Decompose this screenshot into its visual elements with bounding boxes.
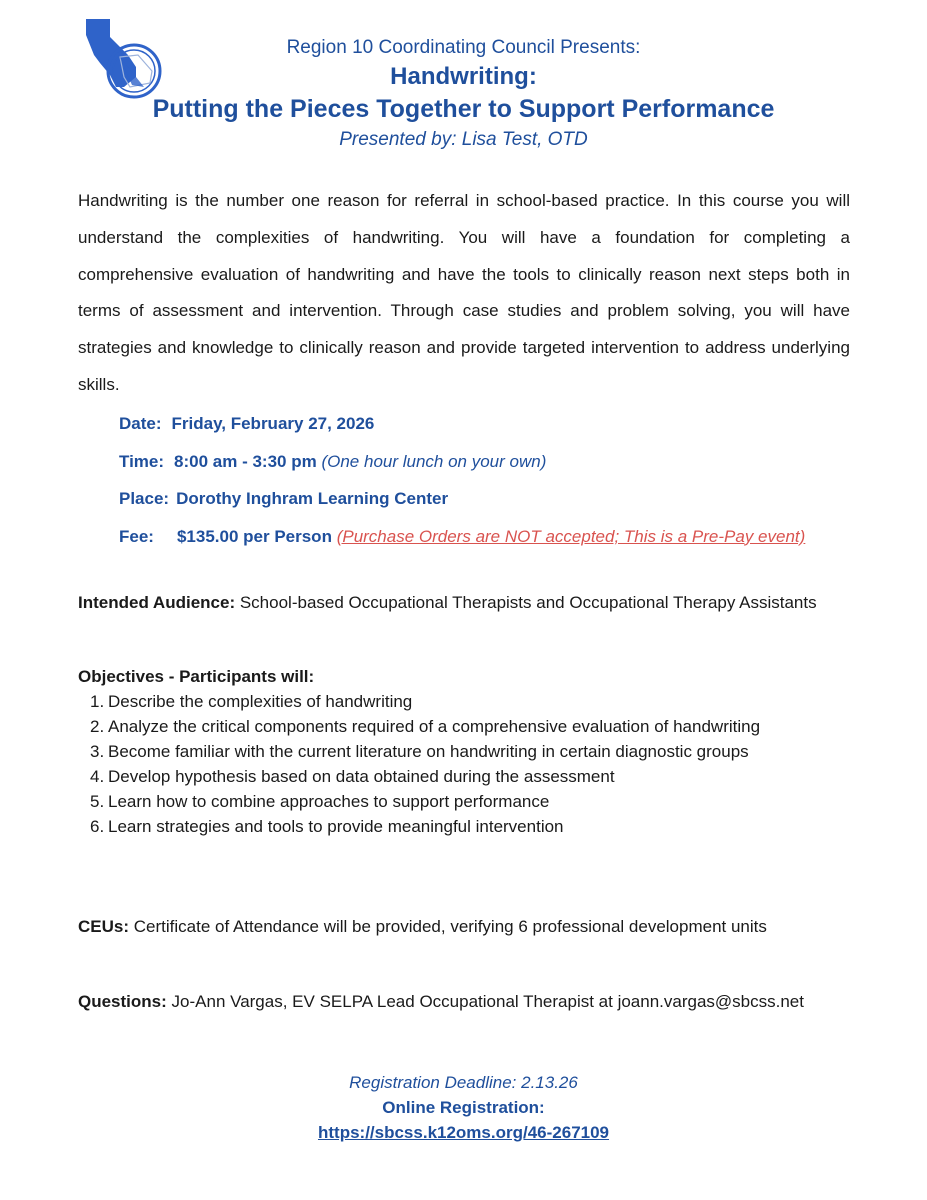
objectives-list <box>78 689 850 839</box>
audience-section <box>78 590 850 615</box>
objective-item: 2. Analyze the critical components required of a comprehensive evaluation of handwriting <box>90 717 761 736</box>
place-label: Place: <box>119 489 170 508</box>
objective-item: 3. Become familiar with the current literature on handwriting in certain diagnostic groups <box>90 742 749 761</box>
presenter-line: Presented by: Lisa Test, OTD <box>339 129 588 150</box>
detail-time <box>119 448 805 486</box>
objectives-section <box>78 664 850 839</box>
event-details <box>119 410 805 560</box>
event-title-line1: Handwriting: <box>390 63 537 90</box>
audience-text: School-based Occupational Therapists and Occupational Therapy Assistants <box>239 593 817 612</box>
ceus-text: Certificate of Attendance will be provided, verifying 6 professional development units <box>133 917 767 936</box>
questions-text: Jo-Ann Vargas, EV SELPA Lead Occupational Therapist at joann.vargas@sbcss.net <box>171 992 804 1011</box>
course-description: Handwriting is the number one reason for referral in school-based practice. In this course you will understand the complexities of handwriting. You will have a foundation for completing a comprehensive evaluation of handwriting and have the tools to clinically reason next steps both in terms of assessment and intervention. Through case studies and problem solving, you will have strategies and knowledge to clinically reason and provide targeted intervention to address underlying skills. <box>78 191 850 394</box>
objective-item: 5. Learn how to combine approaches to support performance <box>90 792 550 811</box>
event-title-line2: Putting the Pieces Together to Support Performance <box>152 95 775 123</box>
time-value: 8:00 am - 3:30 pm <box>174 451 317 471</box>
ceus-label: CEUs: <box>78 917 130 936</box>
online-registration-label: Online Registration: <box>382 1098 545 1117</box>
detail-date <box>119 410 805 448</box>
objective-item: 6. Learn strategies and tools to provide meaningful intervention <box>90 817 564 836</box>
fee-label: Fee: <box>119 526 154 546</box>
fee-value: $135.00 per Person <box>176 526 332 546</box>
time-note: (One hour lunch on your own) <box>321 451 547 471</box>
questions-section <box>78 989 850 1014</box>
audience-label: Intended Audience: <box>78 593 236 612</box>
time-label: Time: <box>119 451 165 471</box>
objectives-heading: Objectives - Participants will: <box>78 667 315 686</box>
fee-note: (Purchase Orders are NOT accepted; This is a Pre-Pay event) <box>336 526 806 546</box>
place-value: Dorothy Inghram Learning Center <box>176 489 449 508</box>
event-header <box>0 34 927 154</box>
objective-item: 1. Describe the complexities of handwriting <box>90 692 413 711</box>
registration-link[interactable]: https://sbcss.k12oms.org/46-267109 <box>317 1123 610 1142</box>
date-value: Friday, February 27, 2026 <box>171 414 375 433</box>
registration-footer <box>0 1070 927 1145</box>
detail-fee <box>119 523 805 561</box>
date-label: Date: <box>119 414 162 433</box>
presenter-org-line: Region 10 Coordinating Council Presents: <box>286 37 641 58</box>
detail-place <box>119 485 805 523</box>
questions-label: Questions: <box>78 992 167 1011</box>
registration-deadline: Registration Deadline: 2.13.26 <box>349 1073 578 1092</box>
objective-item: 4. Develop hypothesis based on data obtained during the assessment <box>90 767 615 786</box>
ceus-section <box>78 914 850 939</box>
